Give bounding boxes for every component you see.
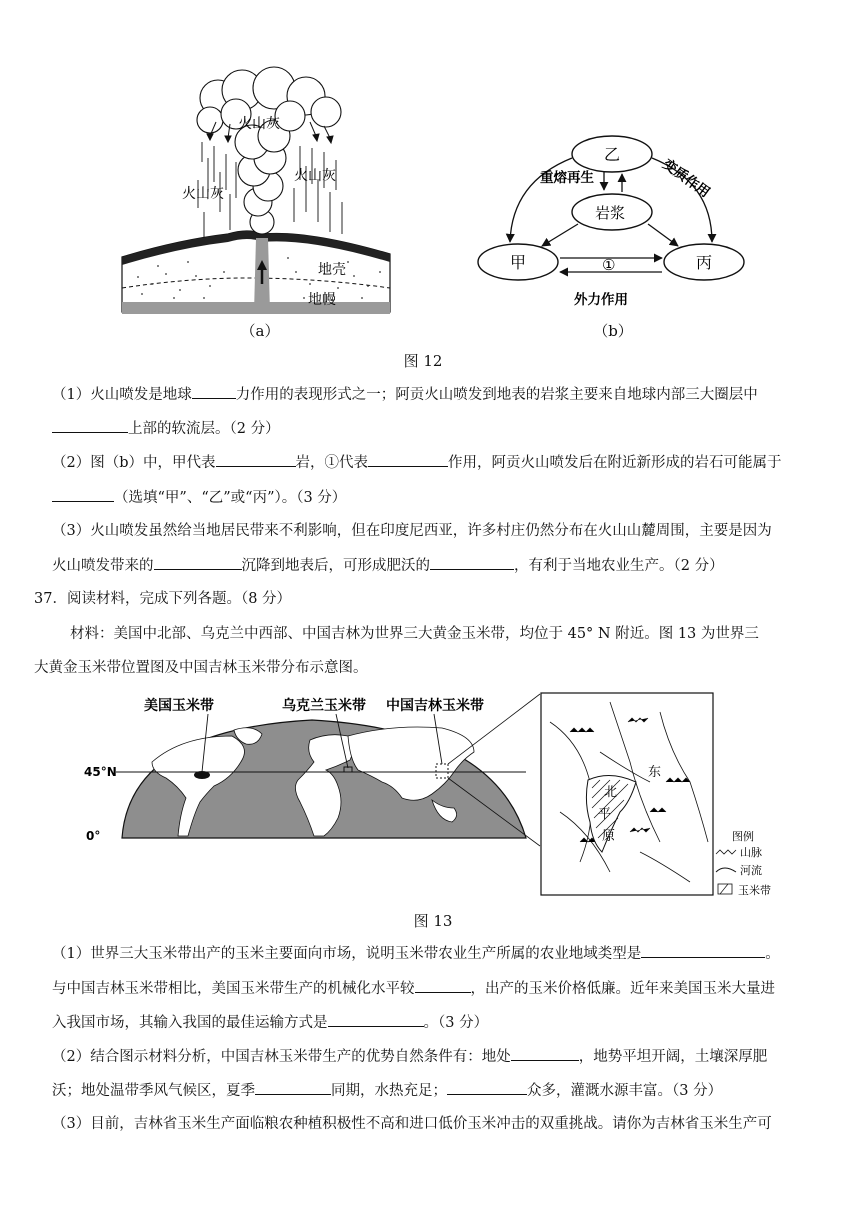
- answer-blank[interactable]: [430, 555, 514, 570]
- edge-metamorphism: 变质作用: [659, 156, 713, 201]
- inset-ping: 平: [598, 807, 612, 822]
- q36-p2-line1: （2）图（b）中，甲代表 岩，①代表 作用，阿贡火山喷发后在附近新形成的岩石可能属于: [52, 452, 782, 473]
- q36-p2-line2: （选填“甲”、“乙”或“丙”）。（3 分）: [52, 487, 346, 508]
- q36-p1-line1: （1）火山喷发是地球 力作用的表现形式之一；阿贡火山喷发到地表的岩浆主要来自地球内部三大圈层中: [52, 384, 758, 405]
- usa-belt-label: 美国玉米带: [144, 698, 214, 714]
- answer-blank[interactable]: [52, 487, 114, 502]
- inset-bei: 北: [604, 785, 618, 800]
- q37-p1-line3: 入我国市场，其输入我国的最佳运输方式是 。（3 分）: [52, 1012, 488, 1033]
- q37-p3-line1: （3）目前，吉林省玉米生产面临粮农种植积极性不高和进口低价玉米冲击的双重挑战。请你为吉林省玉米生产可: [52, 1116, 772, 1132]
- rock-cycle-diagram: [472, 132, 748, 318]
- answer-blank[interactable]: [511, 1046, 579, 1061]
- q37-p2-line1: （2）结合图示材料分析，中国吉林玉米带生产的优势自然条件有：地处 ，地势平坦开阔，土壤深厚肥: [52, 1046, 767, 1067]
- legend-corn: 玉米带: [738, 884, 771, 897]
- node-magma: 岩浆: [595, 204, 626, 222]
- fig12a-caption: （a）: [240, 322, 280, 340]
- edge-remelt: 重熔再生: [540, 170, 594, 186]
- inset-yuan: 原: [602, 829, 616, 844]
- answer-blank[interactable]: [447, 1080, 527, 1095]
- q37-header: 37．阅读材料，完成下列各题。（8 分）: [34, 591, 292, 607]
- q37-p1-line2: 与中国吉林玉米带相比，美国玉米带生产的机械化水平较 ，出产的玉米价格低廉。近年来美国玉米大量进: [52, 978, 775, 999]
- mountain-icon: [716, 850, 736, 854]
- legend-river: 河流: [740, 864, 762, 877]
- mantle-label: 地幔: [308, 292, 336, 308]
- lat0-label: 0°: [86, 829, 101, 843]
- answer-blank[interactable]: [192, 384, 236, 399]
- river-icon: [716, 868, 736, 872]
- answer-blank[interactable]: [328, 1012, 424, 1027]
- answer-blank[interactable]: [255, 1080, 331, 1095]
- q36-p1-line2: 上部的软流层。（2 分）: [52, 418, 280, 439]
- lat45-label: 45°N: [84, 765, 117, 779]
- ash-label-right: 火山灰: [294, 168, 336, 184]
- corn-belt-icon: [718, 884, 732, 894]
- answer-blank[interactable]: [368, 452, 448, 467]
- q36-p3-line2: 火山喷发带来的 沉降到地表后，可形成肥沃的 ，有利于当地农业生产。（2 分）: [52, 555, 724, 576]
- q37-p1-line1: （1）世界三大玉米带出产的玉米主要面向市场，说明玉米带农业生产所属的农业地域类型是 。: [52, 943, 780, 964]
- inset-east: 东: [648, 765, 662, 780]
- answer-blank[interactable]: [52, 418, 128, 433]
- china-belt-label: 中国吉林玉米带: [386, 698, 484, 714]
- fig12-title: 图 12: [403, 352, 443, 370]
- node-bing: 丙: [696, 253, 713, 272]
- map-legend: [714, 828, 794, 900]
- volcano-diagram: [118, 62, 394, 324]
- world-corn-belt-map: [82, 690, 542, 850]
- ash-label-left: 火山灰: [182, 186, 224, 202]
- q36-p3-line1: （3）火山喷发虽然给当地居民带来不利影响，但在印度尼西亚，许多村庄仍然分布在火山山麓周围，主要是因为: [52, 523, 772, 539]
- answer-blank[interactable]: [641, 943, 765, 958]
- legend-mountain: 山脉: [740, 846, 762, 859]
- answer-blank[interactable]: [154, 555, 242, 570]
- q37-material-line2: 大黄金玉米带位置图及中国吉林玉米带分布示意图。: [34, 660, 368, 676]
- legend-title: 图例: [732, 830, 754, 843]
- fig12b-caption: （b）: [593, 322, 633, 340]
- edge-circle1: ①: [602, 256, 616, 274]
- q37-material-line1: 材料：美国中北部、乌克兰中西部、中国吉林为世界三大黄金玉米带，均位于 45° N 附近。图 13 为世界三: [70, 626, 759, 642]
- ukraine-belt-label: 乌克兰玉米带: [282, 698, 366, 714]
- node-jia: 甲: [510, 253, 527, 272]
- answer-blank[interactable]: [415, 978, 471, 993]
- jilin-inset-map: [540, 692, 716, 898]
- edge-external: 外力作用: [574, 292, 628, 308]
- answer-blank[interactable]: [216, 452, 296, 467]
- fig13-title: 图 13: [413, 912, 453, 930]
- node-yi: 乙: [604, 145, 621, 164]
- crust-label: 地壳: [318, 262, 346, 278]
- ash-label-top: 火山灰: [238, 116, 280, 132]
- q37-p2-line2: 沃；地处温带季风气候区，夏季 同期，水热充足； 众多，灌溉水源丰富。（3 分）: [52, 1080, 722, 1101]
